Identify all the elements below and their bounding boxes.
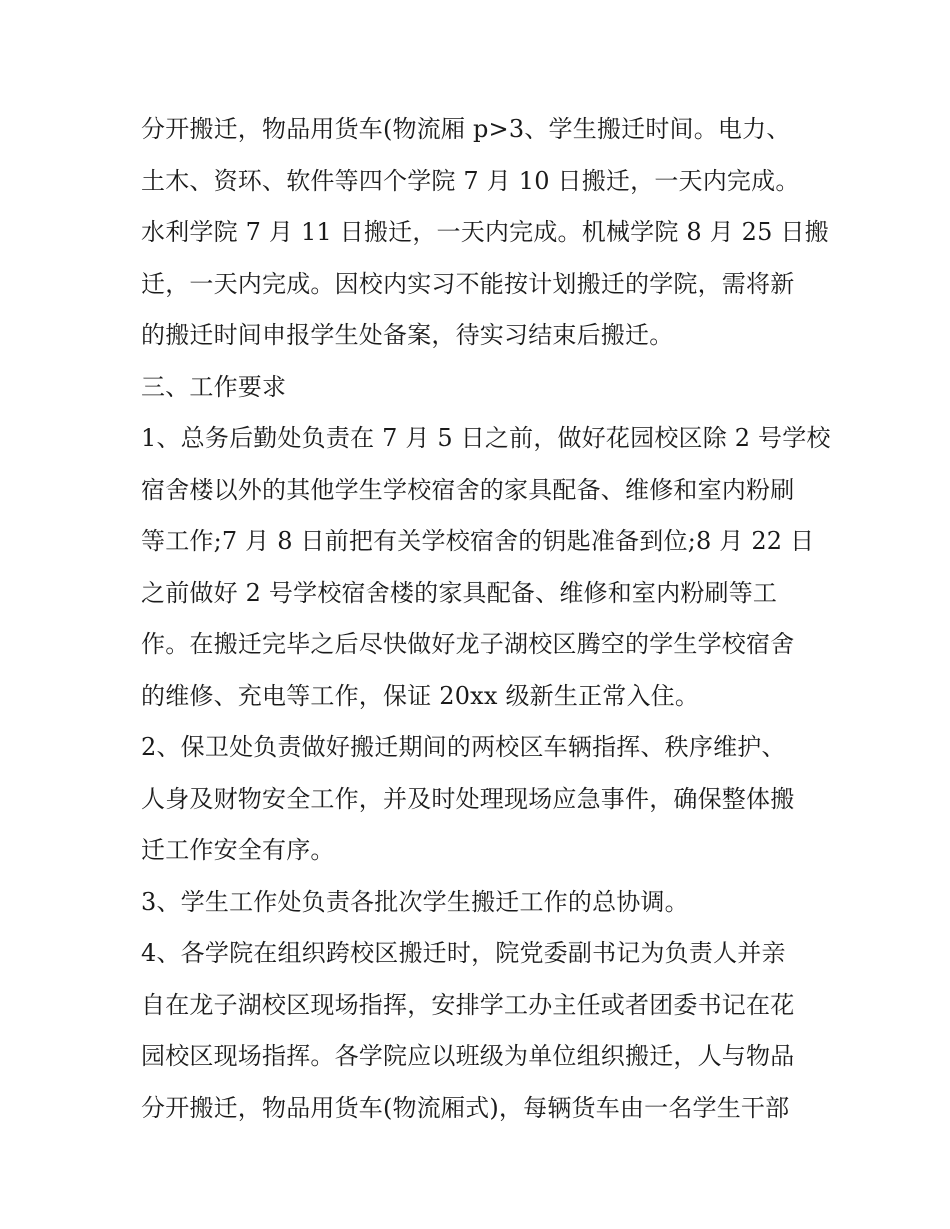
text-line: 分开搬迁，物品用货车(物流厢式)，每辆货车由一名学生干部 <box>141 1093 790 1122</box>
text-line: 之前做好 2 号学校宿舍楼的家具配备、维修和室内粉刷等工 <box>141 578 778 607</box>
text-line: 迁，一天内完成。因校内实习不能按计划搬迁的学院，需将新 <box>141 269 795 298</box>
text-line: 宿舍楼以外的其他学生学校宿舍的家具配备、维修和室内粉刷 <box>141 475 795 504</box>
text-line: 1、总务后勤处负责在 7 月 5 日之前，做好花园校区除 2 号学校 <box>141 424 831 452</box>
text-line: 人身及财物安全工作，并及时处理现场应急事件，确保整体搬 <box>141 784 795 813</box>
text-line: 的维修、充电等工作，保证 20xx 级新生正常入住。 <box>141 681 700 710</box>
text-line: 土木、资环、软件等四个学院 7 月 10 日搬迁，一天内完成。 <box>141 166 800 195</box>
text-line: 2、保卫处负责做好搬迁期间的两校区车辆指挥、秩序维护、 <box>141 733 786 761</box>
text-line: 自在龙子湖校区现场指挥，安排学工办主任或者团委书记在花 <box>141 990 795 1019</box>
text-line: 等工作;7 月 8 日前把有关学校宿舍的钥匙准备到位;8 月 22 日 <box>141 527 815 555</box>
text-line: 园校区现场指挥。各学院应以班级为单位组织搬迁，人与物品 <box>141 1042 795 1070</box>
section-heading: 三、工作要求 <box>141 372 287 401</box>
document-body <box>141 104 831 1134</box>
text-line: 分开搬迁，物品用货车(物流厢 p>3、学生搬迁时间。电力、 <box>141 115 791 143</box>
text-line: 迁工作安全有序。 <box>141 836 335 864</box>
text-line: 作。在搬迁完毕之后尽快做好龙子湖校区腾空的学生学校宿舍 <box>141 630 795 658</box>
text-line: 的搬迁时间申报学生处备案，待实习结束后搬迁。 <box>141 321 674 349</box>
text-line: 3、学生工作处负责各批次学生搬迁工作的总协调。 <box>141 887 689 916</box>
text-line: 4、各学院在组织跨校区搬迁时，院党委副书记为负责人并亲 <box>141 939 786 967</box>
text-line: 水利学院 7 月 11 日搬迁，一天内完成。机械学院 8 月 25 日搬 <box>141 218 829 246</box>
